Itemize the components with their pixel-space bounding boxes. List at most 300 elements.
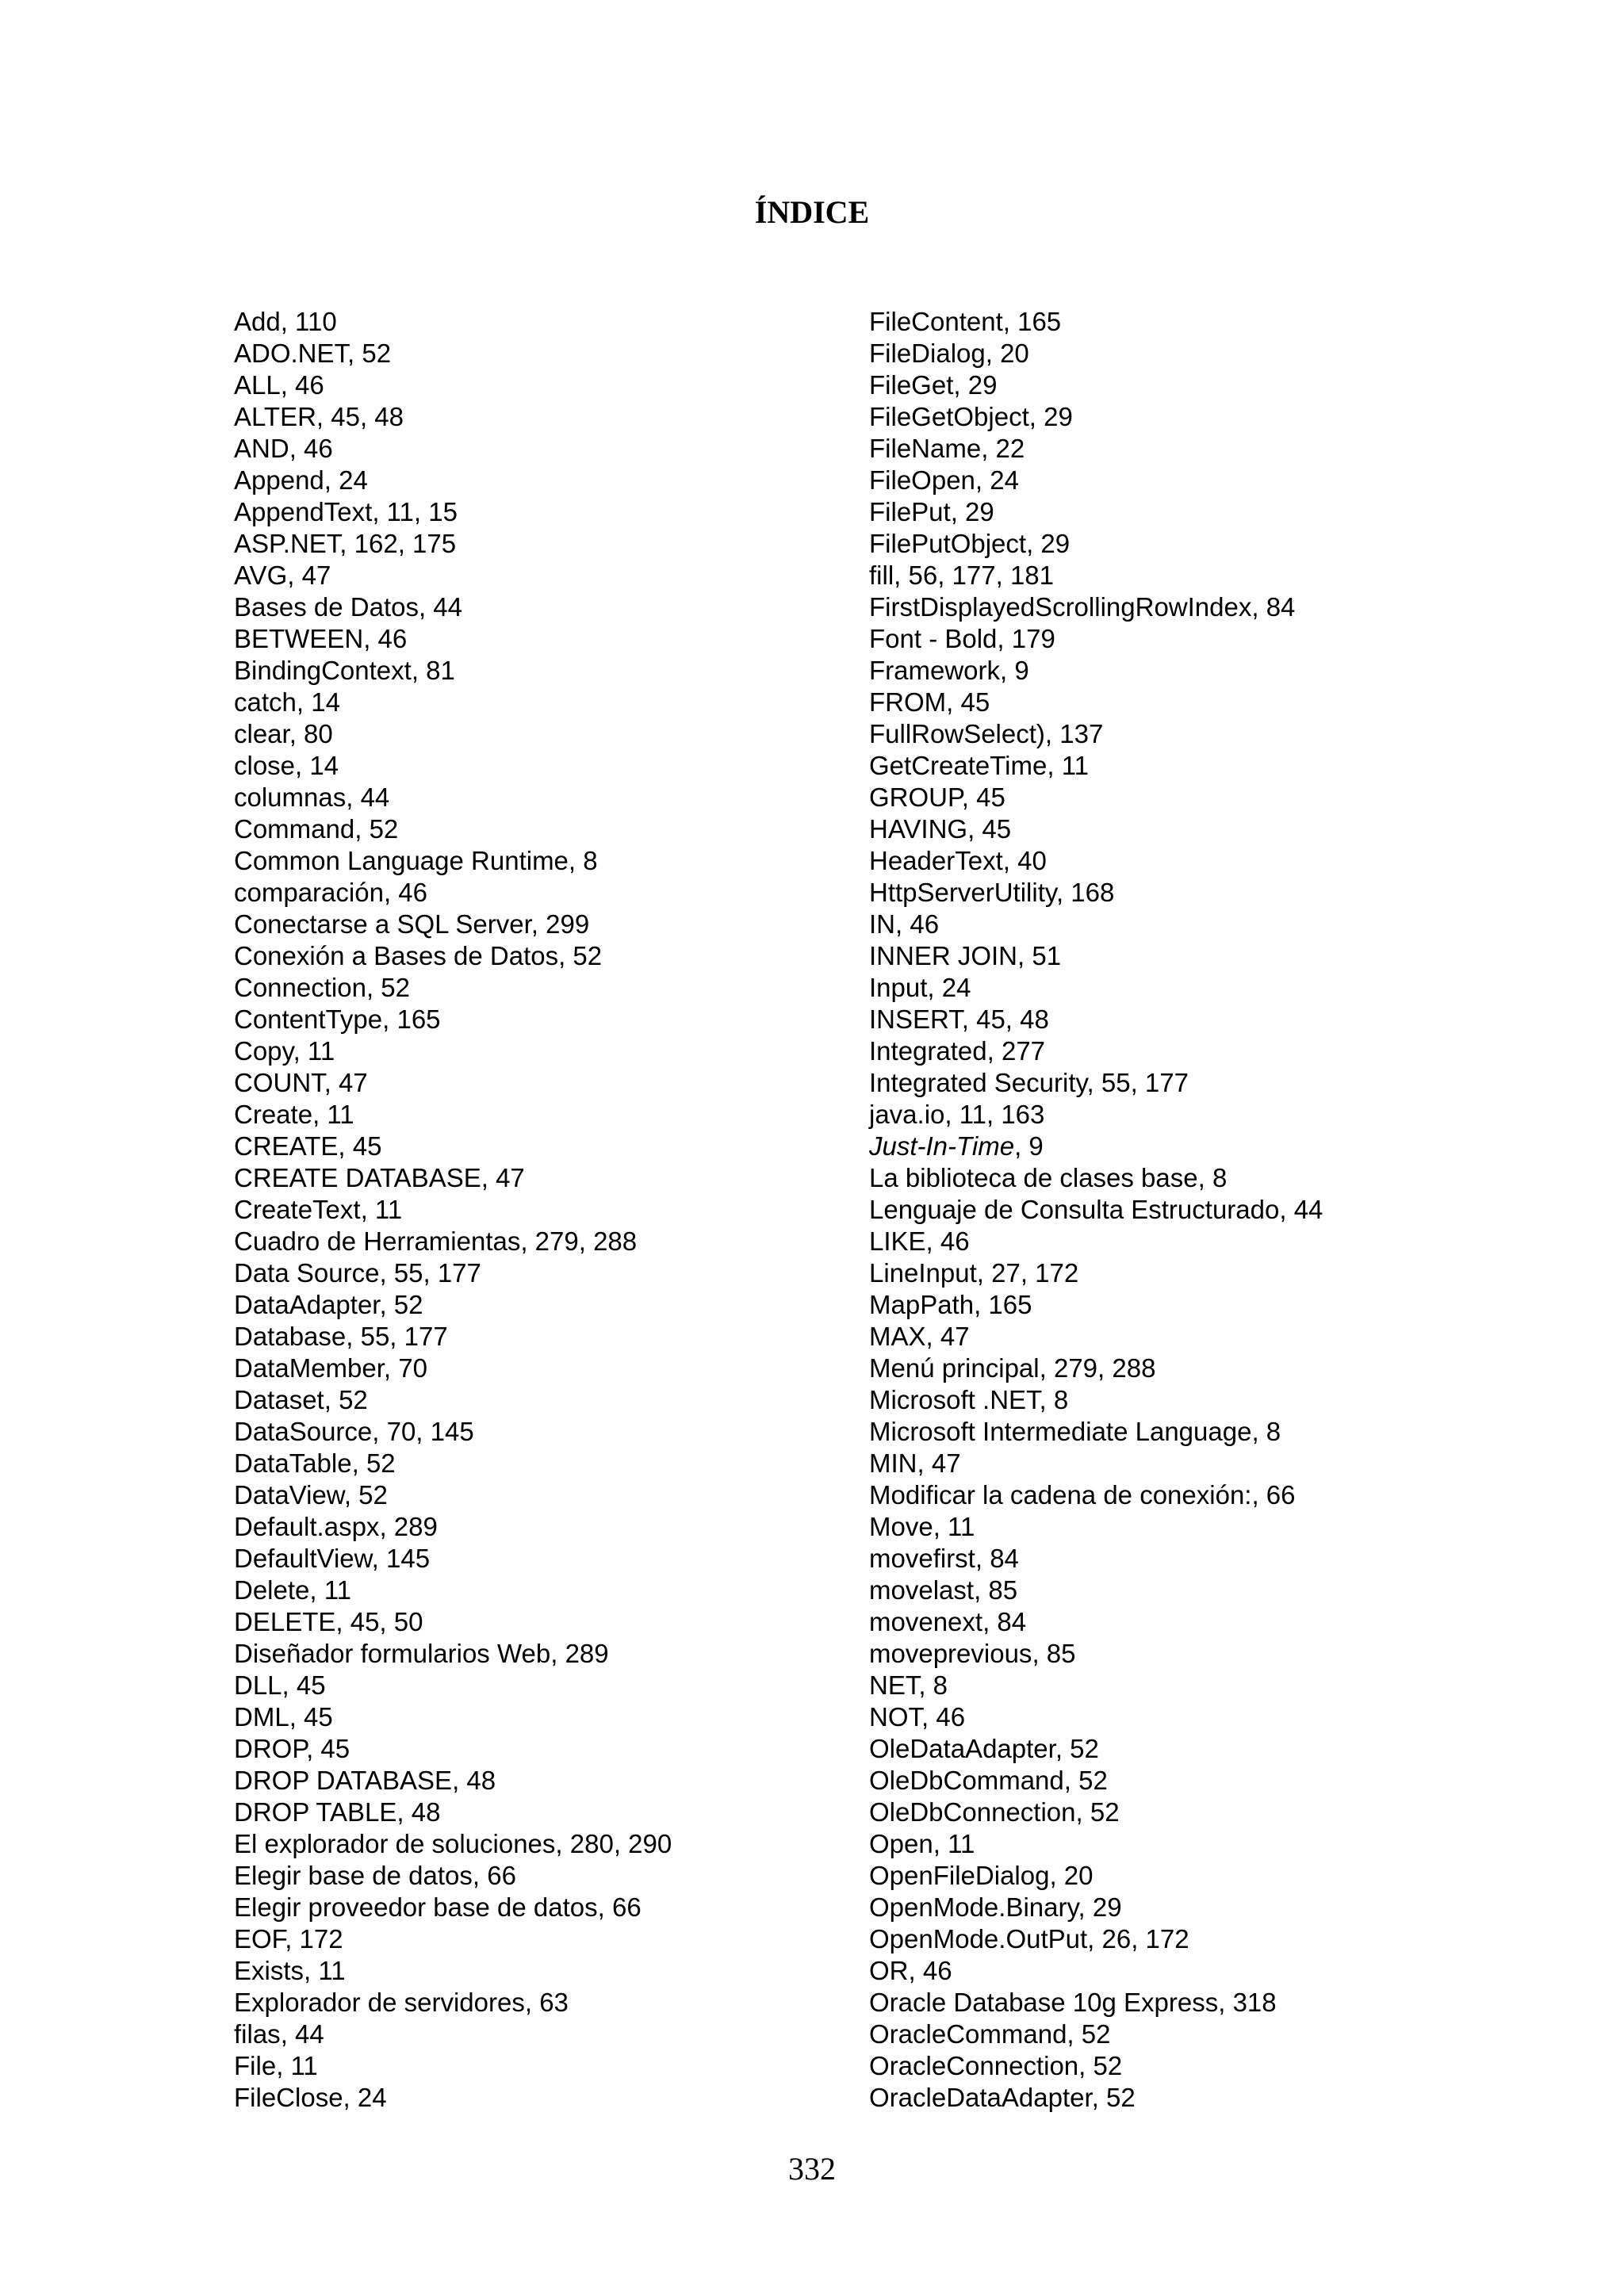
index-page-refs: , 11 — [933, 1512, 975, 1541]
index-page-refs: , 47 — [481, 1163, 525, 1192]
index-term: java.io — [869, 1100, 945, 1129]
index-page-refs: , 9 — [1014, 1131, 1044, 1161]
index-page-refs: , 85 — [974, 1575, 1018, 1605]
index-term: OracleCommand — [869, 2019, 1067, 2049]
index-entry — [234, 877, 672, 909]
index-page-refs: , 165 — [974, 1290, 1032, 1319]
index-page-refs: , 24 — [927, 973, 971, 1002]
index-term: Default.aspx — [234, 1512, 380, 1541]
page-title: ÍNDICE — [754, 194, 870, 230]
index-page-refs: , 44 — [1279, 1195, 1323, 1224]
index-entry — [869, 1035, 1323, 1067]
index-term: DataTable — [234, 1448, 352, 1478]
index-term: Command — [234, 814, 355, 844]
index-term: INSERT — [869, 1004, 962, 1034]
index-entry — [234, 655, 672, 687]
index-entry — [869, 401, 1323, 433]
index-term: El explorador de soluciones — [234, 1829, 556, 1858]
index-term: Data Source — [234, 1258, 380, 1288]
index-term: DELETE — [234, 1607, 336, 1636]
index-term: Diseñador formularios Web — [234, 1639, 551, 1668]
index-entry — [234, 1987, 672, 2019]
index-entry — [869, 1194, 1323, 1226]
index-term: AppendText — [234, 497, 373, 526]
index-term: OpenMode.OutPut — [869, 1924, 1088, 1954]
index-page-refs: , 20 — [985, 339, 1029, 368]
index-entry — [234, 909, 672, 940]
index-term: DROP — [234, 1734, 307, 1763]
index-page-refs: , 29 — [1026, 529, 1071, 558]
index-page-refs: , 179 — [997, 624, 1055, 653]
index-page-refs: , 165 — [1002, 307, 1062, 336]
index-term: Menú principal — [869, 1353, 1040, 1383]
index-term: INNER JOIN — [869, 941, 1018, 970]
index-term: Bases de Datos — [234, 592, 419, 622]
index-term: clear — [234, 719, 289, 748]
index-page-refs: , 45 — [961, 783, 1005, 812]
index-entry — [234, 591, 672, 623]
index-term: FileClose — [234, 2083, 343, 2112]
index-page-refs: , 45, 48 — [316, 402, 404, 431]
index-term: OleDbCommand — [869, 1766, 1064, 1795]
index-entry — [234, 1797, 672, 1828]
index-page-refs: , 145 — [371, 1544, 431, 1573]
index-entry — [869, 909, 1323, 940]
index-page-refs: , 52 — [379, 1290, 423, 1319]
index-entry — [869, 1701, 1323, 1733]
index-term: MAX — [869, 1322, 926, 1351]
index-page-refs: , 46 — [908, 1956, 952, 1985]
index-term: HeaderText — [869, 846, 1003, 875]
index-term: Delete — [234, 1575, 310, 1605]
index-entry — [234, 2050, 672, 2082]
index-entry — [869, 940, 1323, 972]
index-term: AVG — [234, 561, 288, 590]
index-page-refs: , 52 — [343, 1480, 388, 1510]
index-page-refs: , 45, 48 — [961, 1004, 1049, 1034]
index-page-refs: , 47 — [925, 1322, 970, 1351]
index-term: OpenMode.Binary — [869, 1892, 1078, 1922]
index-page-refs: , 162, 175 — [339, 529, 457, 558]
page-number: 332 — [788, 2151, 836, 2187]
index-entry — [234, 972, 672, 1004]
index-column-left — [234, 306, 672, 2114]
index-page-refs: , 24 — [975, 465, 1019, 495]
index-term: DML — [234, 1702, 289, 1732]
index-term: Oracle Database 10g Express — [869, 1988, 1219, 2017]
index-page-refs: , 27, 172 — [976, 1258, 1079, 1288]
index-entry — [234, 718, 672, 750]
index-term: CreateText — [234, 1195, 361, 1224]
index-page-refs: , 46 — [895, 909, 940, 939]
index-page-refs: , 70, 145 — [372, 1417, 474, 1446]
index-term: FileOpen — [869, 465, 975, 495]
index-term: LineInput — [869, 1258, 977, 1288]
index-term: FileName — [869, 434, 982, 463]
index-term: Input — [869, 973, 928, 1002]
index-entry — [234, 1575, 672, 1606]
index-page-refs: , 280, 290 — [555, 1829, 672, 1858]
index-term: LIKE — [869, 1226, 926, 1256]
index-page-refs: , 45 — [282, 1670, 326, 1700]
index-term: OleDbConnection — [869, 1797, 1076, 1827]
index-entry — [869, 528, 1323, 560]
index-page-refs: , 318 — [1218, 1988, 1277, 2017]
index-page-refs: , 45 — [946, 687, 990, 717]
index-term: FileDialog — [869, 339, 986, 368]
index-term: GetCreateTime — [869, 751, 1048, 780]
index-term: BETWEEN — [234, 624, 364, 653]
index-term: CREATE DATABASE — [234, 1163, 481, 1192]
index-term: Open — [869, 1829, 933, 1858]
index-term: COUNT — [234, 1068, 324, 1097]
index-page-refs: , 66 — [472, 1861, 516, 1890]
index-entry — [869, 655, 1323, 687]
index-page-refs: , 55, 177 — [1086, 1068, 1189, 1097]
index-term: DROP DATABASE — [234, 1766, 453, 1795]
index-entry — [234, 845, 672, 877]
index-page-refs: , 52 — [347, 339, 392, 368]
index-entry — [869, 1384, 1323, 1416]
index-entry — [234, 1004, 672, 1035]
index-term: EOF — [234, 1924, 285, 1954]
index-entry — [234, 687, 672, 718]
index-page-refs: , 11 — [1047, 751, 1089, 780]
index-term: Conectarse a SQL Server — [234, 909, 531, 939]
index-entry — [869, 1257, 1323, 1289]
index-page-refs: , 8 — [1197, 1163, 1228, 1192]
index-entry — [869, 1004, 1323, 1035]
index-entry — [869, 2050, 1323, 2082]
index-page-refs: , 47 — [324, 1068, 368, 1097]
index-entry — [869, 1416, 1323, 1448]
index-entry — [234, 1353, 672, 1384]
index-page-refs: , 14 — [296, 687, 340, 717]
index-page-refs: , 46 — [363, 624, 408, 653]
index-entry — [234, 1067, 672, 1099]
index-entry — [234, 1638, 672, 1670]
index-page-refs: , 46 — [383, 878, 427, 907]
index-page-refs: , 165 — [382, 1004, 441, 1034]
index-entry — [234, 1099, 672, 1131]
index-page-refs: , 48 — [396, 1797, 441, 1827]
index-entry — [869, 1987, 1323, 2019]
index-term: ASP.NET — [234, 529, 340, 558]
index-entry — [234, 1448, 672, 1479]
index-page-refs: , 279, 288 — [1039, 1353, 1156, 1383]
index-entry — [869, 1892, 1323, 1923]
index-entry — [869, 782, 1323, 813]
index-page-refs: , 84 — [975, 1544, 1019, 1573]
index-entry — [869, 433, 1323, 465]
index-page-refs: , 46 — [289, 434, 333, 463]
index-page-refs: , 52 — [351, 1448, 396, 1478]
index-term: OpenFileDialog — [869, 1861, 1050, 1890]
index-entry — [869, 750, 1323, 782]
index-entry — [869, 369, 1323, 401]
index-page-refs: , 52 — [366, 973, 410, 1002]
index-entry — [869, 1955, 1323, 1987]
index-column-right — [869, 306, 1323, 2114]
index-page-refs: , 14 — [295, 751, 339, 780]
index-page-refs: , 48 — [452, 1766, 496, 1795]
index-term: File — [234, 2051, 277, 2080]
index-term: close — [234, 751, 296, 780]
index-entry — [869, 560, 1323, 591]
index-entry — [869, 1479, 1323, 1511]
index-term: Elegir base de datos — [234, 1861, 473, 1890]
index-entry — [234, 1923, 672, 1955]
index-page-refs: , 11, 163 — [944, 1100, 1045, 1129]
index-term: DLL — [234, 1670, 282, 1700]
index-entry — [234, 1828, 672, 1860]
index-entry — [869, 1321, 1323, 1353]
index-term: filas — [234, 2019, 281, 2049]
index-term: OracleDataAdapter — [869, 2083, 1092, 2112]
index-page-refs: , 22 — [981, 434, 1025, 463]
index-page-refs: , 52 — [1063, 1766, 1108, 1795]
index-entry — [869, 845, 1323, 877]
index-page-refs: , 24 — [324, 465, 368, 495]
index-entry — [234, 1194, 672, 1226]
index-term: Conexión a Bases de Datos — [234, 941, 559, 970]
index-entry — [234, 496, 672, 528]
index-page-refs: , 51 — [1017, 941, 1062, 970]
index-term: Move — [869, 1512, 933, 1541]
index-page-refs: , 11 — [312, 1100, 354, 1129]
index-entry — [869, 1511, 1323, 1543]
index-entry — [234, 782, 672, 813]
index-term: Explorador de servidores — [234, 1988, 525, 2017]
index-page-refs: , 66 — [1251, 1480, 1296, 1510]
index-page-refs: , 52 — [354, 814, 399, 844]
index-page-refs: , 46 — [925, 1226, 970, 1256]
index-term: Add — [234, 307, 281, 336]
index-entry — [234, 1479, 672, 1511]
index-entry — [869, 1543, 1323, 1575]
index-page-refs: , 52 — [558, 941, 603, 970]
index-term: Dataset — [234, 1385, 324, 1414]
index-term: movenext — [869, 1607, 983, 1636]
index-term: NOT — [869, 1702, 921, 1732]
index-term: Connection — [234, 973, 366, 1002]
index-page-refs: , 66 — [597, 1892, 642, 1922]
index-page-refs: , 40 — [1002, 846, 1047, 875]
index-page-refs: , 52 — [1075, 1797, 1120, 1827]
index-page-refs: , 46 — [280, 370, 324, 400]
index-entry — [234, 1511, 672, 1543]
index-term: DROP TABLE — [234, 1797, 397, 1827]
index-term: Exists — [234, 1956, 304, 1985]
index-term: Font - Bold — [869, 624, 998, 653]
index-term: movelast — [869, 1575, 975, 1605]
index-entry — [869, 687, 1323, 718]
index-entry — [234, 560, 672, 591]
index-page-refs: , 47 — [287, 561, 331, 590]
index-entry — [869, 1226, 1323, 1257]
index-entry — [234, 1257, 672, 1289]
index-page-refs: , 84 — [982, 1607, 1027, 1636]
index-entry — [234, 433, 672, 465]
index-page-refs: , 47 — [917, 1448, 961, 1478]
index-term: Integrated Security — [869, 1068, 1087, 1097]
index-page-refs: , 52 — [324, 1385, 368, 1414]
index-page-refs: , 279, 288 — [520, 1226, 638, 1256]
index-term: catch — [234, 687, 297, 717]
index-page-refs: , 24 — [343, 2083, 387, 2112]
index-term: CREATE — [234, 1131, 339, 1161]
index-entry — [869, 1733, 1323, 1765]
index-term: Copy — [234, 1036, 293, 1066]
index-entry — [234, 465, 672, 496]
index-term: FileGet — [869, 370, 954, 400]
index-page-refs: , 11 — [309, 1575, 351, 1605]
index-entry — [869, 338, 1323, 369]
index-entry — [869, 1448, 1323, 1479]
index-term: DefaultView — [234, 1544, 372, 1573]
index-entry — [869, 1797, 1323, 1828]
index-page-refs: , 172 — [285, 1924, 343, 1954]
index-page-refs: , 11 — [304, 1956, 346, 1985]
index-entry — [869, 1131, 1323, 1162]
index-page-refs: , 8 — [918, 1670, 948, 1700]
index-entry — [869, 1162, 1323, 1194]
index-page-refs: , 8 — [568, 846, 598, 875]
index-term: MapPath — [869, 1290, 975, 1319]
index-term: Append — [234, 465, 324, 495]
index-term: movefirst — [869, 1544, 975, 1573]
index-term: Lenguaje de Consulta Estructurado — [869, 1195, 1280, 1224]
index-entry — [869, 1099, 1323, 1131]
index-entry — [234, 1384, 672, 1416]
index-page-refs: , 8 — [1039, 1385, 1069, 1414]
index-page-refs: , 29 — [953, 370, 998, 400]
index-entry — [234, 1321, 672, 1353]
index-term: DataAdapter — [234, 1290, 380, 1319]
index-page-refs: , 26, 172 — [1087, 1924, 1189, 1954]
index-page-refs: , 80 — [289, 719, 333, 748]
index-term: FilePut — [869, 497, 951, 526]
index-page-refs: , 29 — [1028, 402, 1073, 431]
index-entry — [869, 813, 1323, 845]
index-term: DataView — [234, 1480, 344, 1510]
index-term: BindingContext — [234, 656, 412, 685]
index-term: FROM — [869, 687, 947, 717]
index-term: FileContent — [869, 307, 1003, 336]
index-entry — [234, 940, 672, 972]
index-entry — [234, 1955, 672, 1987]
index-page-refs: , 45 — [967, 814, 1012, 844]
index-term: NET — [869, 1670, 919, 1700]
index-entry — [869, 1289, 1323, 1321]
index-entry — [869, 1575, 1323, 1606]
index-term: Microsoft .NET — [869, 1385, 1040, 1414]
index-page-refs: , 11 — [276, 2051, 318, 2080]
index-page-refs: , 11 — [933, 1829, 975, 1858]
index-entry — [234, 1606, 672, 1638]
index-term: AND — [234, 434, 289, 463]
index-term: DataMember — [234, 1353, 384, 1383]
index-term: FullRowSelect) — [869, 719, 1045, 748]
index-term: Modificar la cadena de conexión: — [869, 1480, 1252, 1510]
index-entry — [234, 338, 672, 369]
index-term: IN — [869, 909, 895, 939]
index-page-refs: , 45, 50 — [335, 1607, 423, 1636]
index-entry — [234, 1765, 672, 1797]
index-entry — [234, 306, 672, 338]
index-term: OR — [869, 1956, 909, 1985]
index-term: fill — [869, 561, 894, 590]
index-page-refs: , 55, 177 — [379, 1258, 481, 1288]
index-entry — [234, 1289, 672, 1321]
index-page-refs: , 8 — [1251, 1417, 1281, 1446]
index-term: HttpServerUtility — [869, 878, 1056, 907]
index-page-refs: , 45 — [306, 1734, 350, 1763]
index-entry — [234, 1543, 672, 1575]
index-entry — [234, 1416, 672, 1448]
index-page-refs: , 11 — [293, 1036, 335, 1066]
index-term: Cuadro de Herramientas — [234, 1226, 521, 1256]
index-entry — [869, 1828, 1323, 1860]
index-term: FilePutObject — [869, 529, 1027, 558]
index-page-refs: , 137 — [1044, 719, 1104, 748]
index-entry — [234, 1733, 672, 1765]
index-term: moveprevious — [869, 1639, 1032, 1668]
index-page-refs: , 11, 15 — [372, 497, 458, 526]
index-entry — [234, 1892, 672, 1923]
index-page-refs: , 20 — [1049, 1861, 1094, 1890]
index-entry — [869, 1765, 1323, 1797]
index-page-refs: , 85 — [1032, 1639, 1076, 1668]
index-entry — [234, 369, 672, 401]
index-page-refs: , 110 — [280, 307, 337, 336]
index-entry — [869, 972, 1323, 1004]
index-entry — [869, 1923, 1323, 1955]
index-term: OracleConnection — [869, 2051, 1079, 2080]
index-page-refs: , 44 — [280, 2019, 324, 2049]
index-term: columnas — [234, 783, 347, 812]
index-term: OleDataAdapter — [869, 1734, 1055, 1763]
index-term: HAVING — [869, 814, 968, 844]
index-page-refs: , 11 — [360, 1195, 403, 1224]
index-entry — [234, 2082, 672, 2114]
index-page-refs: , 9 — [1000, 656, 1029, 685]
index-term: Database — [234, 1322, 347, 1351]
index-entry — [869, 465, 1323, 496]
index-entry — [869, 718, 1323, 750]
index-entry — [869, 1638, 1323, 1670]
index-entry — [234, 2019, 672, 2050]
index-page-refs: , 70 — [383, 1353, 427, 1383]
index-page-refs: , 52 — [1091, 2083, 1136, 2112]
index-page-refs: , 56, 177, 181 — [894, 561, 1055, 590]
index-entry — [869, 2082, 1323, 2114]
index-page-refs: , 29 — [950, 497, 994, 526]
index-term: Common Language Runtime — [234, 846, 569, 875]
index-term: Microsoft Intermediate Language — [869, 1417, 1252, 1446]
index-entry — [234, 1162, 672, 1194]
index-term: ContentType — [234, 1004, 383, 1034]
index-page-refs: , 81 — [411, 656, 455, 685]
index-entry — [869, 591, 1323, 623]
index-entry — [869, 496, 1323, 528]
index-term: Create — [234, 1100, 313, 1129]
index-entry — [869, 1670, 1323, 1701]
index-term: ADO.NET — [234, 339, 348, 368]
index-term: GROUP — [869, 783, 962, 812]
index-entry — [234, 1701, 672, 1733]
index-term: La biblioteca de clases base — [869, 1163, 1198, 1192]
